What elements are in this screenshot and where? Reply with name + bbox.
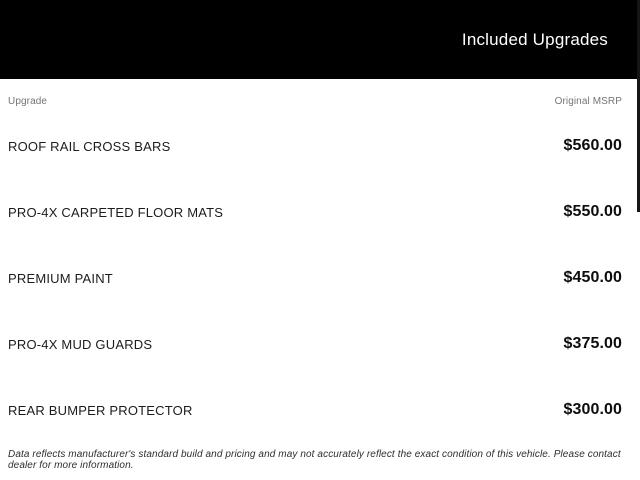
upgrade-name: REAR BUMPER PROTECTOR xyxy=(8,402,193,418)
upgrade-name: PRO-4X CARPETED FLOOR MATS xyxy=(8,204,224,220)
included-upgrades-banner xyxy=(0,0,640,79)
column-header-original-msrp: Original MSRP xyxy=(554,96,622,107)
table-row xyxy=(8,311,622,377)
panel-title: Included Upgrades xyxy=(461,29,608,49)
upgrade-rows xyxy=(8,113,622,443)
upgrade-name: PREMIUM PAINT xyxy=(8,270,113,286)
column-header-upgrade: Upgrade xyxy=(8,96,48,107)
upgrade-price: $375.00 xyxy=(563,335,622,352)
upgrade-name: PRO-4X MUD GUARDS xyxy=(8,336,153,352)
upgrade-price: $300.00 xyxy=(563,401,622,418)
upgrade-price: $450.00 xyxy=(563,269,622,286)
table-row xyxy=(8,377,622,443)
upgrade-price: $560.00 xyxy=(563,137,622,154)
table-row xyxy=(8,245,622,311)
upgrade-name: ROOF RAIL CROSS BARS xyxy=(8,138,171,154)
table-header-row xyxy=(8,79,622,107)
upgrades-table xyxy=(0,79,640,471)
table-row xyxy=(8,179,622,245)
upgrade-price: $550.00 xyxy=(563,203,622,220)
disclaimer-text: Data reflects manufacturer's standard build and pricing and may not accurately reflect the exact condition of this vehicle. Please contact dealer for more information. xyxy=(8,449,621,471)
table-row xyxy=(8,113,622,179)
